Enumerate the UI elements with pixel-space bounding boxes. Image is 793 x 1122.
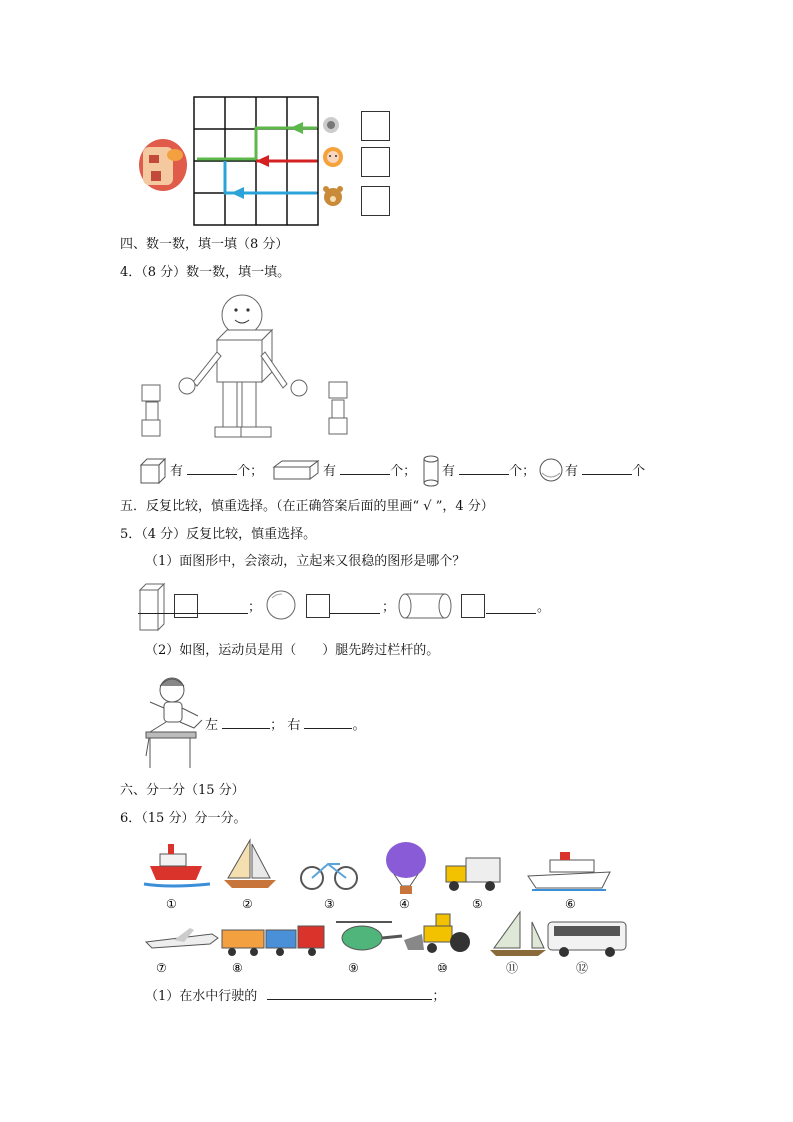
vehicles-figure <box>140 838 632 976</box>
maze-figure <box>135 95 395 227</box>
cylinder-count-blank[interactable] <box>459 462 509 475</box>
sphere-icon <box>538 457 564 483</box>
bicycle-icon <box>301 864 357 889</box>
robot-figure <box>137 290 352 440</box>
question-4: 4．（8 分）数一数，填一填。 <box>120 265 291 280</box>
label-2: ② <box>242 897 253 911</box>
count-row-3: 有 个； <box>442 464 536 479</box>
sub1-sep-2: ； <box>382 600 396 615</box>
girl-icon <box>323 147 343 167</box>
cuboid-tall-icon <box>138 582 168 632</box>
truck-icon <box>446 858 500 891</box>
count-row-4: 有 个 <box>565 464 646 479</box>
choice-box-sphere[interactable] <box>306 594 330 618</box>
choice-line-3 <box>486 613 536 614</box>
cuboid-icon <box>272 459 318 481</box>
blue-path <box>225 161 317 193</box>
section4-heading: 四、数一数，填一填（8 分） <box>120 237 289 252</box>
answer-box-2[interactable] <box>361 147 390 177</box>
question-6-1: （1）在水中行驶的 ； <box>145 989 446 1004</box>
count-row-2: 有 个； <box>323 464 417 479</box>
answer-box-3[interactable] <box>361 186 390 216</box>
label-10: ⑩ <box>437 961 448 975</box>
label-5: ⑤ <box>472 897 483 911</box>
label-7: ⑦ <box>156 961 167 975</box>
house-icon <box>139 139 187 191</box>
section6-heading: 六、分一分（15 分） <box>120 783 245 798</box>
label-4: ④ <box>399 897 410 911</box>
sailboats-icon <box>490 912 546 956</box>
label-9: ⑨ <box>348 961 359 975</box>
choice-box-cylinder[interactable] <box>461 594 485 618</box>
question-5-1: （1）面图形中，会滚动，立起来又很稳的图形是哪个？ <box>145 554 466 569</box>
left-leg-blank[interactable] <box>222 716 270 729</box>
green-path <box>197 128 317 159</box>
choice-box-cuboid[interactable] <box>174 594 198 618</box>
helicopter-icon <box>336 922 402 950</box>
label-6: ⑥ <box>565 897 576 911</box>
ship-icon <box>144 844 210 886</box>
label-12: ⑫ <box>576 961 589 975</box>
question-5: 5．（4 分）反复比较，慎重选择。 <box>120 527 317 542</box>
sub1-end: 。 <box>537 600 551 615</box>
maze-svg <box>135 95 395 227</box>
cube-icon <box>139 457 165 483</box>
right-leg-blank[interactable] <box>304 716 352 729</box>
cube-count-blank[interactable] <box>187 462 237 475</box>
cat-icon <box>323 117 339 133</box>
sailboat-icon <box>224 840 276 888</box>
sphere-count-blank[interactable] <box>582 462 632 475</box>
label-3: ③ <box>324 897 335 911</box>
sphere-choice-icon <box>266 590 298 622</box>
cylinder-icon <box>422 455 440 487</box>
train-icon <box>222 926 324 956</box>
bus-icon <box>548 922 626 957</box>
hot-air-balloon-icon <box>386 842 426 894</box>
label-11: ⑪ <box>506 961 519 975</box>
vehicles-svg <box>140 838 632 976</box>
label-8: ⑧ <box>232 961 243 975</box>
robot-svg <box>137 290 352 440</box>
water-vehicles-blank[interactable] <box>267 987 432 1000</box>
choice-line-1 <box>138 613 248 614</box>
bear-icon <box>323 186 343 206</box>
sub1-sep-1: ； <box>248 600 262 615</box>
question-5-2: （2）如图，运动员是用（ ）腿先跨过栏杆的。 <box>145 643 440 658</box>
bulldozer-icon <box>404 914 470 953</box>
leg-choice-row: 左 ； 右 。 <box>205 718 366 733</box>
count-row-1: 有 个； <box>170 464 264 479</box>
cruise-ship-icon <box>528 852 610 890</box>
choice-line-2 <box>330 613 380 614</box>
cylinder-lying-icon <box>397 592 455 620</box>
cuboid-count-blank[interactable] <box>340 462 390 475</box>
section5-heading: 五．反复比较，慎重选择。（在正确答案后面的里画“ √ ”，4 分） <box>120 499 494 514</box>
question-6: 6．（15 分）分一分。 <box>120 811 247 826</box>
hurdler-figure <box>136 672 206 772</box>
label-1: ① <box>166 897 177 911</box>
airplane-icon <box>146 928 218 948</box>
answer-box-1[interactable] <box>361 111 390 141</box>
